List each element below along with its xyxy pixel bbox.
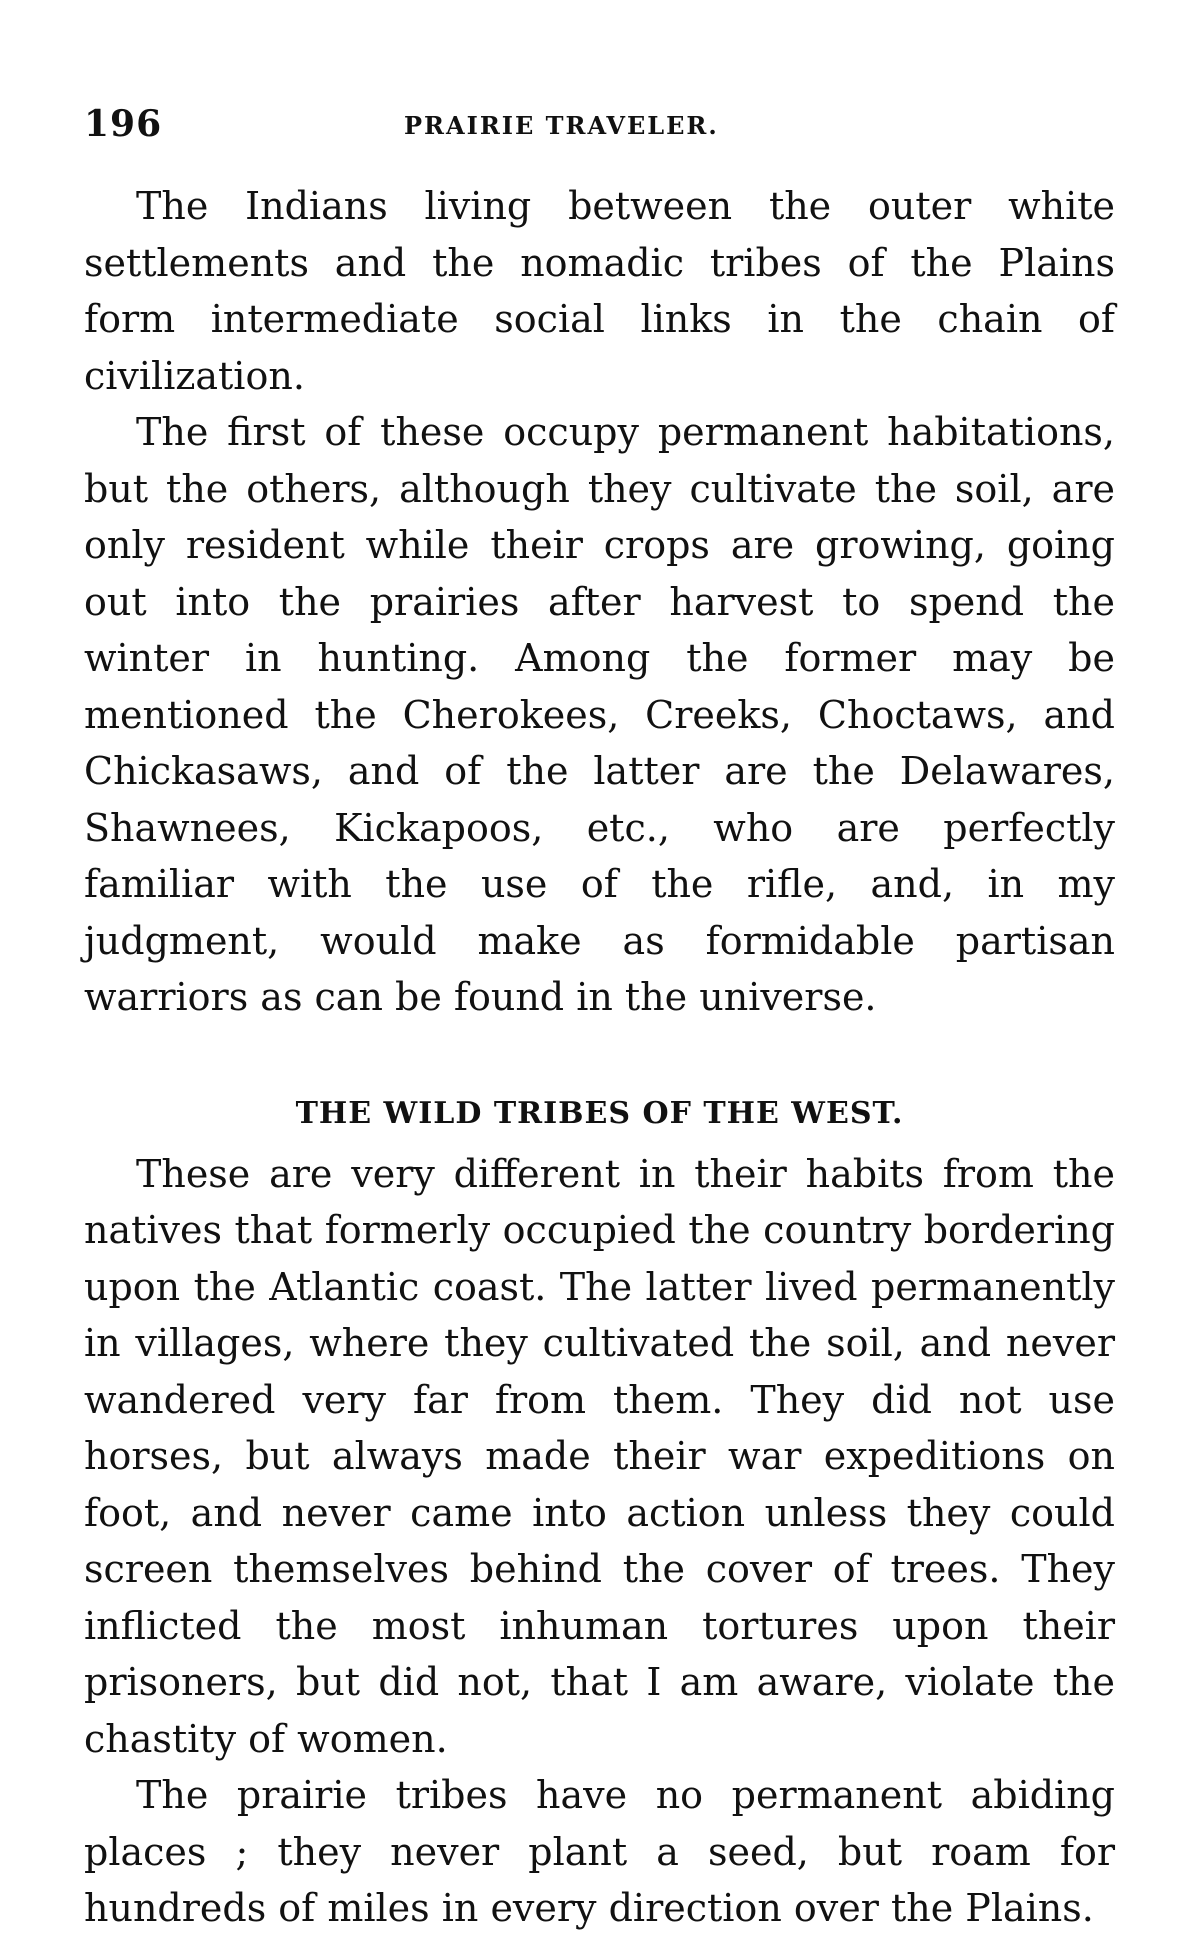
running-head [84,103,1114,153]
page-number: 196 [84,103,163,145]
body-text [84,178,1115,1937]
paragraph-1: The Indians living between the outer white settlements and the nomadic tribes of the Plains form intermediate social links in the chain of civilization. [84,184,1115,398]
section-heading: THE WILD TRIBES OF THE WEST. [295,1095,904,1131]
paragraph-2: The first of these occupy permanent habitations, but the others, although they cultivate the soil, are only resident while their crops are growing, going out into the prairies after harvest to spend the winter in hunting. Among the former may be mentioned the Cherokees, Creeks, Choctaws, and Chickasaws, and of the latter are the Delawares, Shawnees, Kickapoos, etc., who are perfectly familiar with the use of the rifle, and, in my judgment, would make as formidable partisan warriors as can be found in the universe. [84,410,1115,1019]
running-title: PRAIRIE TRAVELER. [404,111,719,140]
paragraph-4: The prairie tribes have no permanent abiding places ; they never plant a seed, but roam for hundreds of miles in every direction over the Plains. [84,1773,1115,1930]
paragraph-3: These are very different in their habits from the natives that formerly occupied the country bordering upon the Atlantic coast. The latter lived permanently in villages, where they cultivated the soil, and never wandered very far from them. They did not use horses, but always made their war expeditions on foot, and never came into action unless they could screen themselves behind the cover of trees. They inflicted the most inhuman tortures upon their prisoners, but did not, that I am aware, violate the chastity of women. [84,1151,1115,1761]
